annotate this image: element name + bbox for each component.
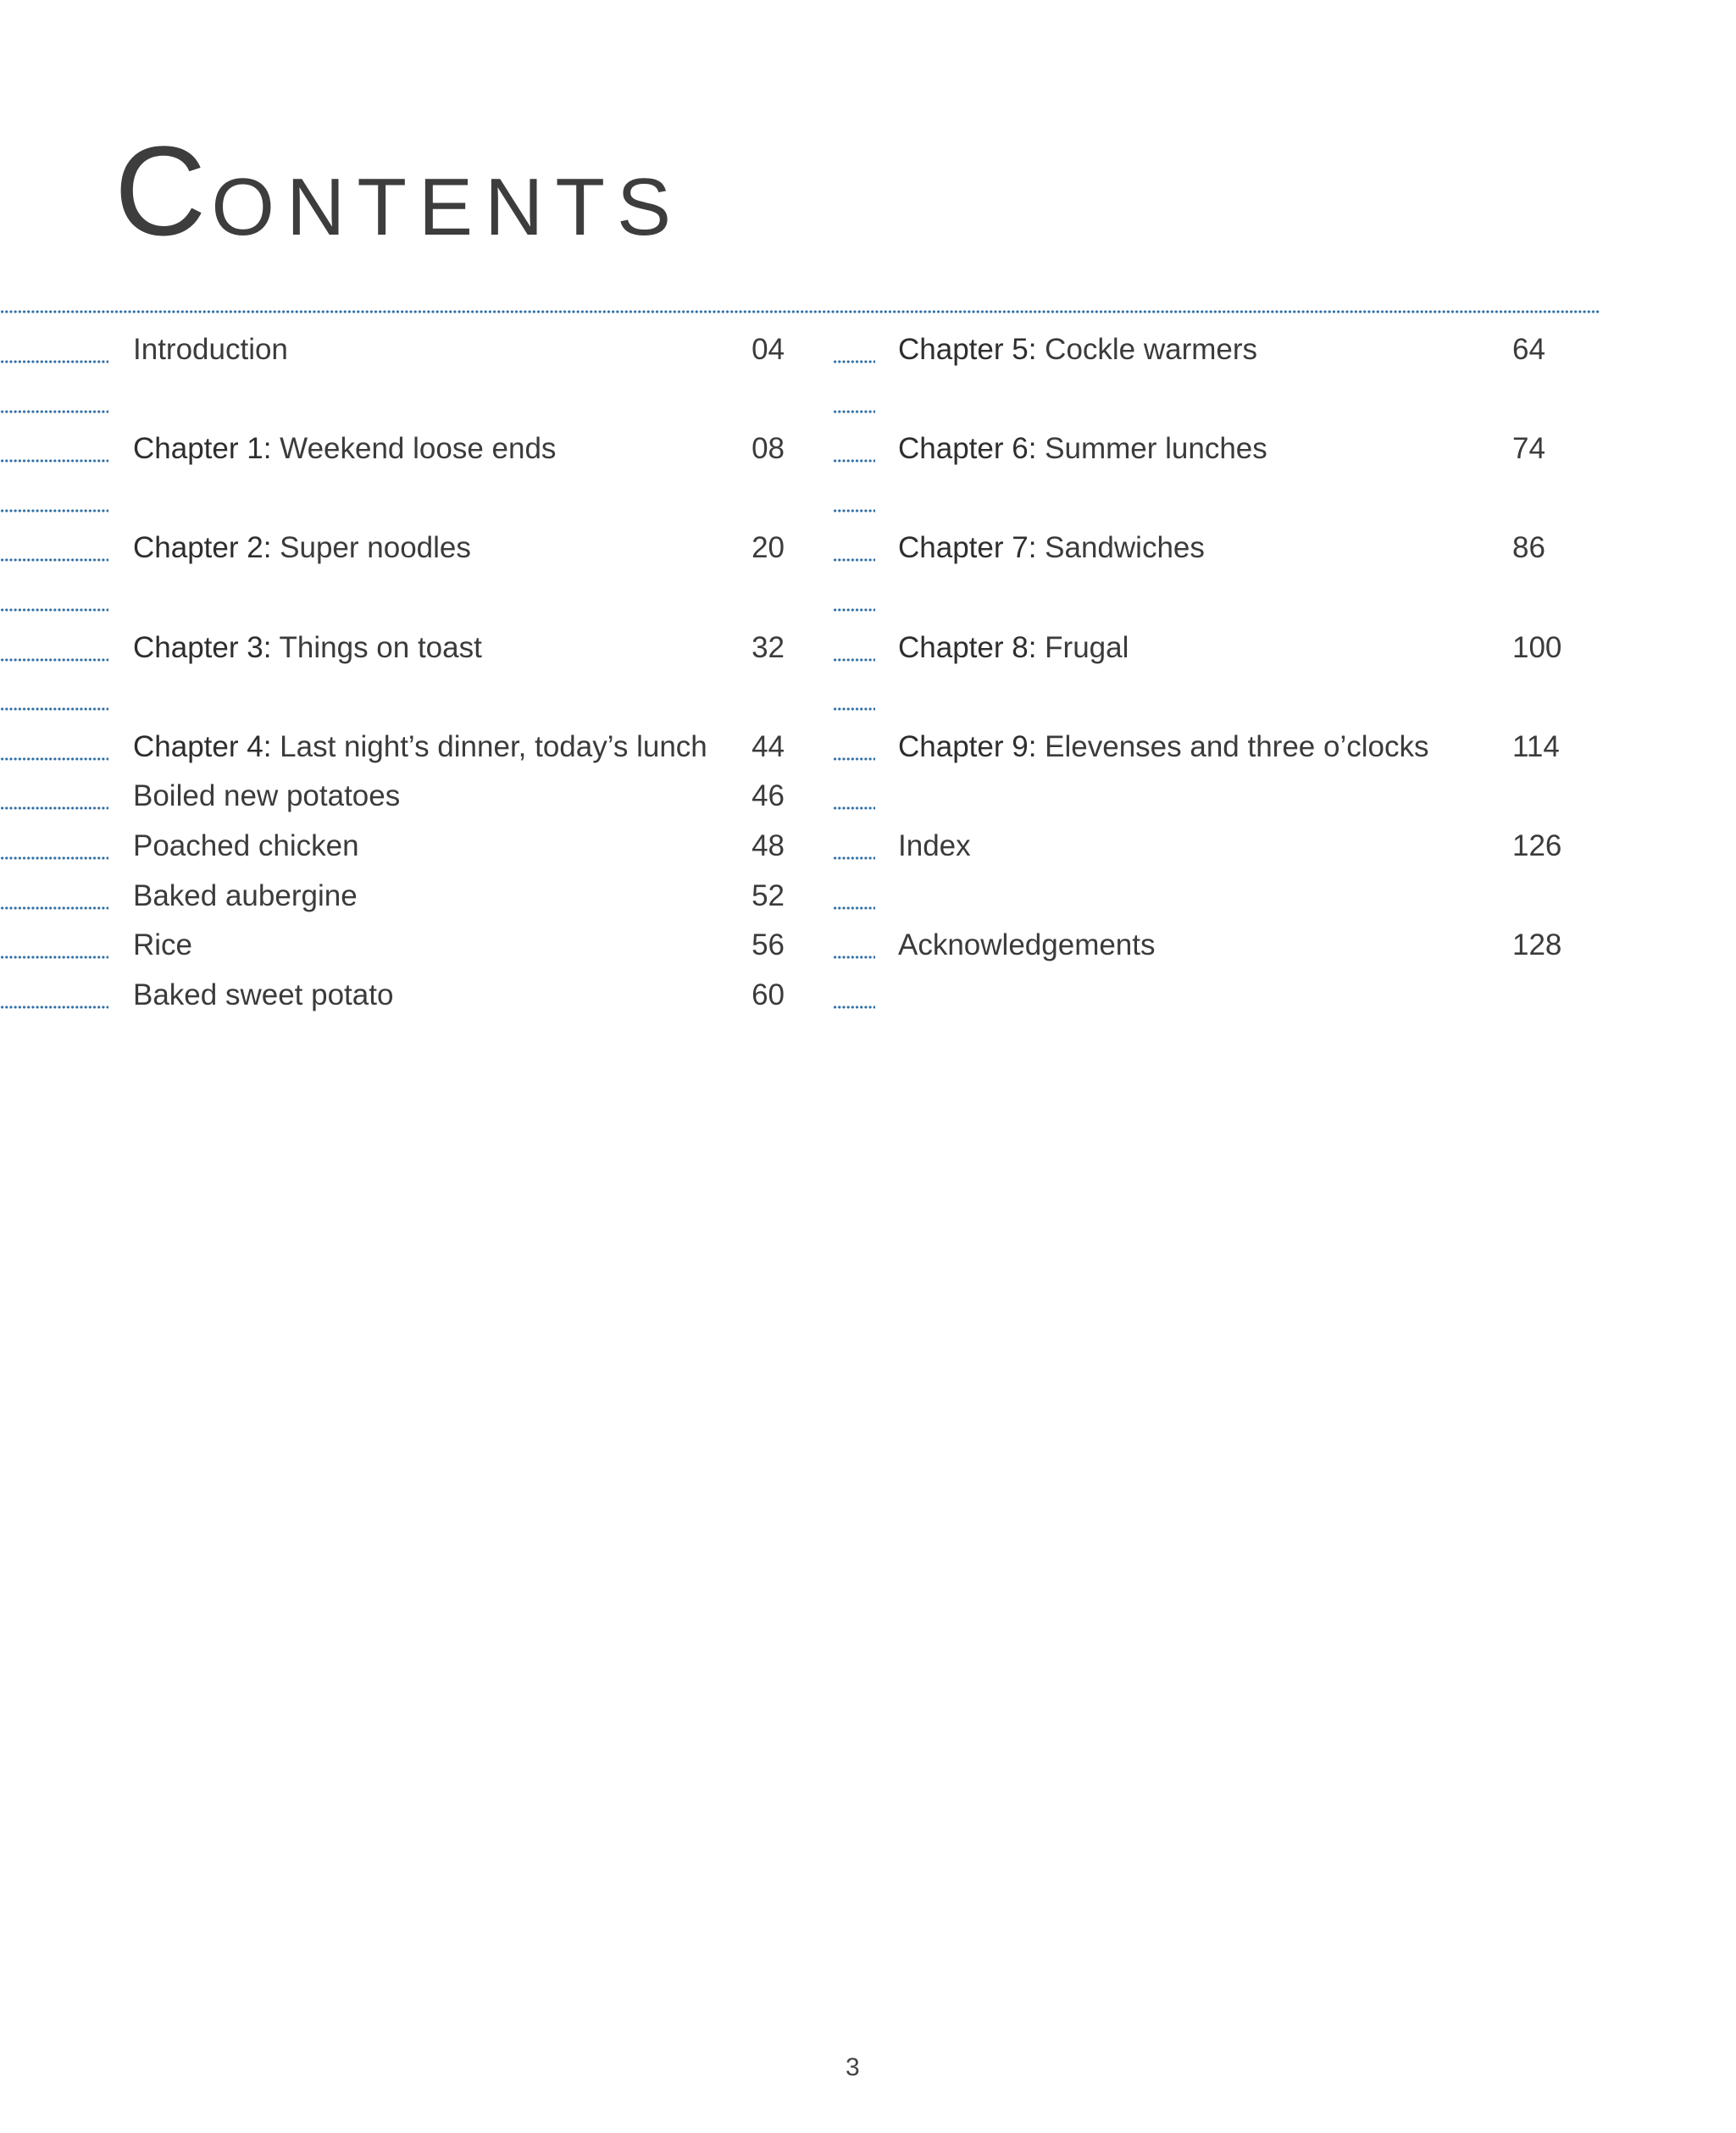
leader-dots bbox=[0, 956, 108, 959]
entry-title: Introduction bbox=[133, 333, 288, 366]
toc-entry[interactable] bbox=[133, 828, 359, 865]
leader-dots bbox=[0, 360, 108, 363]
entry-title: Baked aubergine bbox=[133, 878, 358, 912]
toc-entry[interactable] bbox=[133, 878, 358, 915]
entry-page-number: 128 bbox=[1512, 928, 1562, 962]
entry-page-number: 46 bbox=[752, 779, 785, 813]
page-number: 3 bbox=[846, 2053, 860, 2081]
entry-title: Elevenses and three o’clocks bbox=[1036, 729, 1429, 763]
toc-entry[interactable] bbox=[133, 977, 393, 1014]
entry-page-number: 20 bbox=[752, 531, 785, 565]
leader-dots bbox=[0, 1006, 108, 1009]
leader-dots bbox=[833, 956, 875, 959]
entry-title: Boiled new potatoes bbox=[133, 779, 401, 813]
entry-title: Acknowledgements bbox=[898, 928, 1156, 962]
leader-dots bbox=[0, 509, 108, 512]
toc-entry[interactable] bbox=[133, 729, 707, 766]
page-title bbox=[114, 119, 683, 262]
entry-title: Frugal bbox=[1036, 630, 1129, 664]
toc-entry[interactable] bbox=[898, 430, 1267, 468]
leader-dots bbox=[0, 608, 108, 612]
chapter-label: Chapter 7: bbox=[898, 531, 1037, 565]
entry-page-number: 48 bbox=[752, 829, 785, 862]
leader-dots bbox=[0, 558, 108, 562]
entry-page-number: 86 bbox=[1512, 531, 1545, 565]
entry-page-number: 56 bbox=[752, 928, 785, 962]
leader-dots bbox=[0, 856, 108, 860]
leader-dots bbox=[0, 459, 108, 463]
toc-entry[interactable] bbox=[898, 529, 1205, 567]
leader-dots bbox=[833, 558, 875, 562]
entry-title: Things on toast bbox=[271, 630, 482, 664]
chapter-label: Chapter 8: bbox=[898, 630, 1037, 664]
leader-dots bbox=[833, 707, 875, 711]
leader-dots bbox=[0, 806, 108, 810]
leader-dots bbox=[833, 757, 875, 761]
chapter-label: Chapter 4: bbox=[133, 729, 272, 763]
toc-entry[interactable] bbox=[133, 778, 400, 815]
entry-title: Poached chicken bbox=[133, 829, 359, 862]
leader-dots bbox=[833, 459, 875, 463]
leader-dots bbox=[833, 509, 875, 512]
leader-dots bbox=[0, 410, 108, 413]
leader-dots bbox=[833, 608, 875, 612]
leader-dots bbox=[833, 658, 875, 662]
leader-dots bbox=[833, 410, 875, 413]
entry-page-number: 60 bbox=[752, 978, 785, 1011]
entry-title: Super noodles bbox=[271, 531, 471, 565]
title-initial: C bbox=[114, 119, 212, 262]
entry-title: Index bbox=[898, 829, 971, 862]
entry-page-number: 100 bbox=[1512, 630, 1562, 664]
leader-dots bbox=[0, 707, 108, 711]
entry-page-number: 32 bbox=[752, 630, 785, 664]
leader-dots bbox=[0, 906, 108, 910]
entry-title: Last night’s dinner, today’s lunch bbox=[271, 729, 707, 763]
entry-page-number: 114 bbox=[1512, 729, 1560, 763]
toc-entry[interactable] bbox=[133, 629, 482, 667]
toc-entry[interactable] bbox=[133, 331, 288, 368]
chapter-label: Chapter 5: bbox=[898, 333, 1037, 366]
dotted-rule bbox=[0, 310, 1600, 313]
leader-dots bbox=[0, 757, 108, 761]
leader-dots bbox=[833, 906, 875, 910]
toc-entry[interactable] bbox=[133, 927, 192, 964]
leader-dots bbox=[833, 1006, 875, 1009]
entry-page-number: 08 bbox=[752, 432, 785, 466]
entry-page-number: 126 bbox=[1512, 829, 1562, 862]
entry-title: Weekend loose ends bbox=[271, 432, 557, 466]
entry-title: Cockle warmers bbox=[1036, 333, 1258, 366]
chapter-label: Chapter 6: bbox=[898, 432, 1037, 466]
leader-dots bbox=[833, 856, 875, 860]
toc-entry[interactable] bbox=[133, 529, 471, 567]
leader-dots bbox=[0, 658, 108, 662]
title-rest: ONTENTS bbox=[211, 162, 683, 252]
leader-dots bbox=[833, 806, 875, 810]
toc-entry[interactable] bbox=[898, 927, 1156, 964]
chapter-label: Chapter 2: bbox=[133, 531, 272, 565]
entry-title: Rice bbox=[133, 928, 193, 962]
chapter-label: Chapter 9: bbox=[898, 729, 1037, 763]
chapter-label: Chapter 3: bbox=[133, 630, 272, 664]
entry-title: Baked sweet potato bbox=[133, 978, 394, 1011]
entry-page-number: 04 bbox=[752, 333, 785, 366]
toc-entry[interactable] bbox=[898, 828, 971, 865]
entry-title: Sandwiches bbox=[1036, 531, 1205, 565]
chapter-label: Chapter 1: bbox=[133, 432, 272, 466]
toc-entry[interactable] bbox=[133, 430, 556, 468]
leader-dots bbox=[833, 360, 875, 363]
toc-entry[interactable] bbox=[898, 331, 1257, 368]
toc-entry[interactable] bbox=[898, 629, 1129, 667]
entry-page-number: 64 bbox=[1512, 333, 1545, 366]
entry-page-number: 44 bbox=[752, 729, 785, 763]
entry-page-number: 74 bbox=[1512, 432, 1545, 466]
entry-title: Summer lunches bbox=[1036, 432, 1267, 466]
toc-entry[interactable] bbox=[898, 729, 1428, 766]
entry-page-number: 52 bbox=[752, 878, 785, 912]
